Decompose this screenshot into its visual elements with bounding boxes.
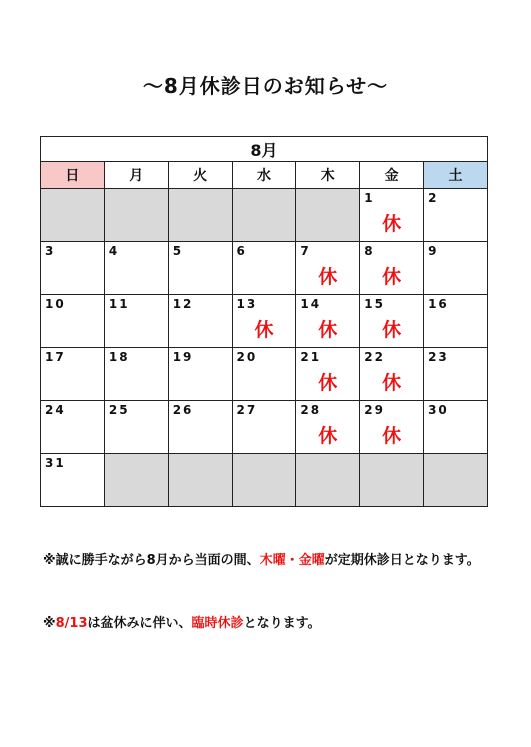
weekday-tuesday: 火 xyxy=(168,162,232,189)
calendar-day-cell xyxy=(168,242,232,295)
day-number: 30 xyxy=(428,403,449,417)
calendar-empty-cell xyxy=(168,189,232,242)
day-number: 21 xyxy=(300,350,322,364)
weekday-wednesday: 水 xyxy=(232,162,296,189)
note1-highlight: 木曜・金曜 xyxy=(259,553,325,568)
note-temporary-closure xyxy=(43,613,493,634)
weekday-monday: 月 xyxy=(104,162,168,189)
closed-mark: 休 xyxy=(318,372,338,394)
calendar-empty-cell xyxy=(104,454,168,507)
day-number: 29 xyxy=(364,403,385,417)
calendar-day-cell xyxy=(41,295,105,348)
day-number: 13 xyxy=(236,297,258,311)
calendar-day-cell xyxy=(424,295,488,348)
calendar-day-cell xyxy=(168,348,232,401)
calendar-day-cell xyxy=(296,401,360,454)
calendar-empty-cell xyxy=(296,189,360,242)
day-number: 15 xyxy=(364,297,385,311)
closed-mark: 休 xyxy=(382,319,402,341)
closed-mark: 休 xyxy=(318,266,338,288)
closed-mark: 休 xyxy=(382,266,402,288)
day-number: 25 xyxy=(108,403,130,417)
note1-suffix: が定期休診日となります。 xyxy=(324,553,480,568)
note2-suffix: となります。 xyxy=(243,616,321,631)
calendar-empty-cell xyxy=(296,454,360,507)
calendar-week-row xyxy=(41,401,488,454)
page-title: ～8月休診日のお知らせ～ xyxy=(142,74,389,98)
calendar-day-cell xyxy=(104,348,168,401)
note2-prefix: ※ xyxy=(43,616,56,631)
day-number: 11 xyxy=(108,297,130,311)
day-number: 18 xyxy=(108,350,130,364)
closed-mark: 休 xyxy=(318,425,338,447)
calendar-day-cell xyxy=(232,242,296,295)
day-number: 2 xyxy=(428,191,439,205)
day-number: 10 xyxy=(45,297,66,311)
calendar-day-cell xyxy=(296,348,360,401)
calendar-day-cell xyxy=(104,295,168,348)
calendar-day-cell xyxy=(360,189,424,242)
calendar-day-cell xyxy=(360,401,424,454)
calendar-empty-cell xyxy=(104,189,168,242)
day-number: 8 xyxy=(364,244,375,258)
calendar-week-row xyxy=(41,454,488,507)
calendar-day-cell xyxy=(424,242,488,295)
calendar-empty-cell xyxy=(168,454,232,507)
day-number: 1 xyxy=(364,191,375,205)
closed-mark: 休 xyxy=(254,319,274,341)
day-number: 31 xyxy=(45,456,66,470)
calendar-day-cell xyxy=(424,348,488,401)
day-number: 26 xyxy=(172,403,194,417)
day-number: 27 xyxy=(236,403,258,417)
calendar-empty-cell xyxy=(360,454,424,507)
calendar-day-cell xyxy=(296,242,360,295)
day-number: 20 xyxy=(236,350,258,364)
calendar-day-cell xyxy=(232,401,296,454)
closed-mark: 休 xyxy=(382,425,402,447)
calendar-day-cell xyxy=(232,295,296,348)
calendar-day-cell xyxy=(41,454,105,507)
calendar-empty-cell xyxy=(424,454,488,507)
calendar-day-cell xyxy=(41,242,105,295)
calendar-day-cell xyxy=(41,401,105,454)
calendar-day-cell xyxy=(232,348,296,401)
weekday-sunday: 日 xyxy=(41,162,105,189)
day-number: 3 xyxy=(45,244,56,258)
day-number: 23 xyxy=(428,350,449,364)
calendar-week-row xyxy=(41,242,488,295)
day-number: 12 xyxy=(172,297,194,311)
day-number: 16 xyxy=(428,297,449,311)
day-number: 19 xyxy=(172,350,194,364)
calendar-body xyxy=(41,189,488,507)
day-number: 5 xyxy=(172,244,184,258)
calendar-day-cell xyxy=(104,401,168,454)
closed-mark: 休 xyxy=(382,372,402,394)
note-regular-closure xyxy=(43,550,493,571)
calendar-day-cell xyxy=(168,401,232,454)
weekday-friday: 金 xyxy=(360,162,424,189)
day-number: 28 xyxy=(300,403,322,417)
closed-mark: 休 xyxy=(382,213,402,235)
calendar-day-cell xyxy=(360,242,424,295)
day-number: 6 xyxy=(236,244,247,258)
calendar-week-row xyxy=(41,295,488,348)
calendar-table xyxy=(40,136,488,507)
day-number: 7 xyxy=(300,244,311,258)
calendar-day-cell xyxy=(41,348,105,401)
weekday-thursday: 木 xyxy=(296,162,360,189)
calendar-empty-cell xyxy=(232,189,296,242)
calendar-day-cell xyxy=(360,295,424,348)
calendar-day-cell xyxy=(424,189,488,242)
note1-prefix: ※誠に勝手ながら8月から当面の間、 xyxy=(43,553,260,568)
calendar-week-row xyxy=(41,189,488,242)
calendar-empty-cell xyxy=(232,454,296,507)
note2-middle: は盆休みに伴い、 xyxy=(87,616,192,631)
day-number: 14 xyxy=(300,297,322,311)
day-number: 9 xyxy=(428,244,439,258)
note2-highlight: 臨時休診 xyxy=(191,616,244,631)
day-number: 24 xyxy=(45,403,66,417)
day-number: 17 xyxy=(45,350,66,364)
day-number: 4 xyxy=(108,244,120,258)
day-number: 22 xyxy=(364,350,385,364)
closed-mark: 休 xyxy=(318,319,338,341)
note2-date: 8/13 xyxy=(55,616,88,631)
calendar-empty-cell xyxy=(41,189,105,242)
calendar-day-cell xyxy=(104,242,168,295)
weekday-saturday: 土 xyxy=(424,162,488,189)
calendar-day-cell xyxy=(296,295,360,348)
calendar-day-cell xyxy=(168,295,232,348)
calendar-day-cell xyxy=(424,401,488,454)
weekday-header-row xyxy=(41,162,488,189)
calendar-month: 8月 xyxy=(41,137,488,162)
calendar-week-row xyxy=(41,348,488,401)
calendar-day-cell xyxy=(360,348,424,401)
